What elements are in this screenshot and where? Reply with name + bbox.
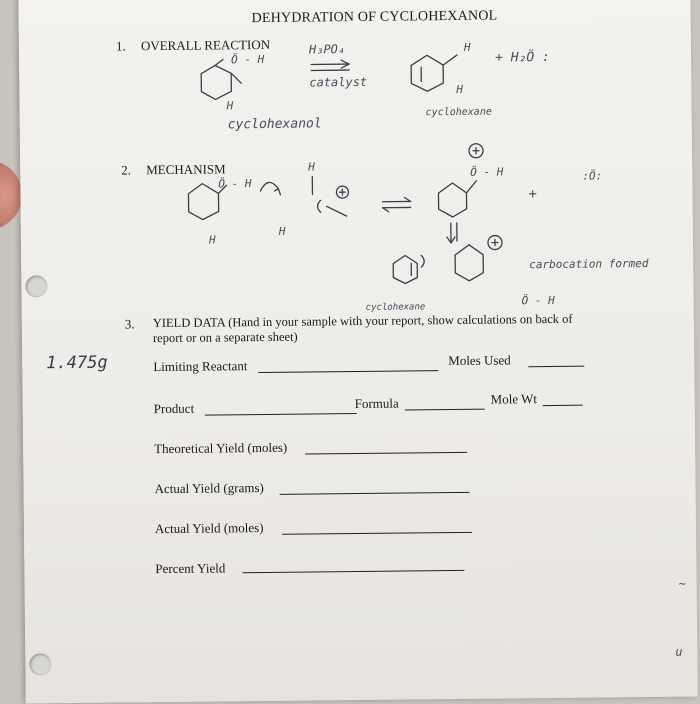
- mechanism-h-mid: H: [279, 225, 286, 238]
- oxonium-ion: Ö - H: [470, 165, 503, 178]
- page-title: DEHYDRATION OF CYCLOHEXANOL: [252, 9, 498, 28]
- corner-note-2: u: [675, 645, 682, 659]
- product-h-bottom: H: [456, 83, 463, 96]
- section-2-heading: MECHANISM: [146, 161, 226, 178]
- finger: [0, 160, 22, 230]
- reactant-name: cyclohexanol: [228, 116, 322, 132]
- section-2-number: 2.: [121, 162, 131, 178]
- field-label-limiting-reactant: Limiting Reactant: [153, 358, 247, 375]
- field-label-actual-yield-moles: Actual Yield (moles): [155, 520, 264, 537]
- mechanism-h-top: H: [308, 160, 315, 173]
- reactant-h: H: [226, 99, 233, 112]
- mechanism-plus: +: [528, 186, 537, 202]
- product-h-top: H: [464, 41, 471, 54]
- mechanism-drawings: [18, 0, 698, 703]
- field-label-mole-wt: Mole Wt: [491, 391, 538, 407]
- section-3-heading-cont: report or on a separate sheet): [153, 330, 298, 347]
- section-3-heading: YIELD DATA (Hand in your sample with your report, show calculations on back of: [153, 312, 573, 331]
- margin-note-mass: 1.475g: [46, 353, 108, 374]
- worksheet-page: [18, 0, 698, 703]
- mechanism-product-name: cyclohexane: [366, 302, 426, 313]
- catalyst-label: catalyst: [309, 75, 367, 90]
- reactant-oh: Ö - H: [231, 53, 264, 66]
- water-product: + H₂Ö :: [495, 50, 550, 66]
- field-label-formula: Formula: [355, 396, 399, 412]
- mechanism-oh: Ö - H: [218, 177, 251, 190]
- section-3-number: 3.: [125, 316, 135, 332]
- field-label-product: Product: [154, 401, 195, 417]
- product-name: cyclohexane: [426, 107, 492, 119]
- field-label-percent-yield: Percent Yield: [155, 560, 225, 577]
- section-1-heading: OVERALL REACTION: [141, 37, 270, 54]
- corner-note-1: ~: [678, 577, 685, 591]
- water-molecule: :Ö:: [582, 169, 602, 182]
- field-label-moles-used: Moles Used: [448, 352, 511, 369]
- carbocation-note: carbocation formed: [529, 257, 648, 271]
- field-label-actual-yield-grams: Actual Yield (grams): [154, 480, 263, 497]
- reagent-label: H₃PO₄: [309, 42, 345, 56]
- mechanism-h-bottom: H: [209, 233, 216, 246]
- field-label-theoretical-yield: Theoretical Yield (moles): [154, 440, 287, 457]
- section-1-number: 1.: [116, 38, 126, 54]
- water-bottom: Ö - H: [522, 294, 555, 307]
